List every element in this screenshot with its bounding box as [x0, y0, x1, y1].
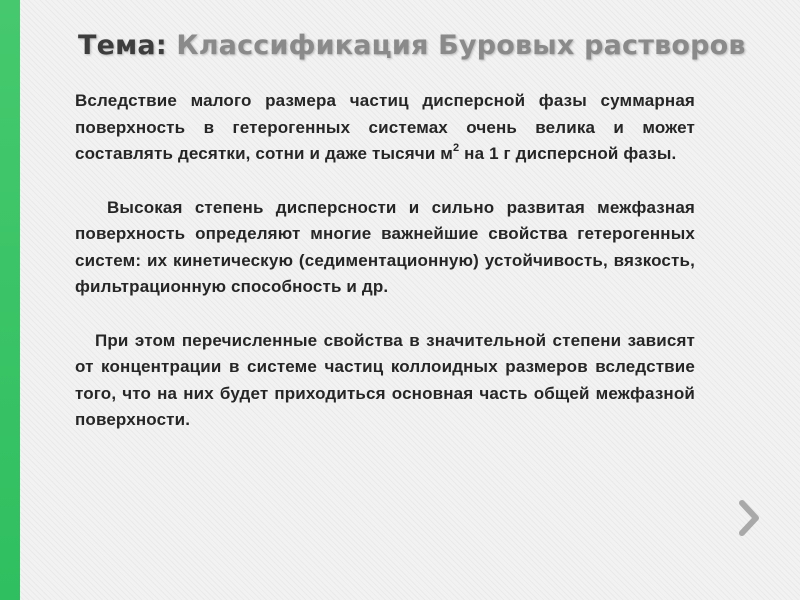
slide-body	[75, 88, 695, 434]
chevron-right-icon	[739, 500, 761, 536]
slide-title	[78, 30, 778, 61]
title-prefix: Тема:	[78, 30, 167, 61]
paragraph-1-text: Вследствие малого размера частиц дисперсной фазы суммарная поверхность в гетерогенных системах очень велика и может составлять десятки, сотни и даже тысячи м	[75, 91, 695, 163]
square-unit-superscript: 2	[453, 142, 460, 155]
next-slide-button[interactable]	[734, 498, 766, 538]
paragraph-1-text-end: на 1 г дисперсной фазы.	[459, 144, 677, 163]
accent-bar	[0, 0, 20, 600]
paragraph-surface-area	[75, 88, 695, 168]
title-main: Классификация Буровых растворов	[166, 30, 746, 61]
paragraph-concentration: При этом перечисленные свойства в значительной степени зависят от концентрации в системе частиц коллоидных размеров вследствие того, что на них будет приходиться основная часть общей межфазной поверхности.	[75, 330, 695, 429]
paragraph-dispersity: Высокая степень дисперсности и сильно развитая межфазная поверхность определяют многие важнейшие свойства гетерогенных систем: их кинетическую (седиментационную) устойчивость, вязкость, фильтрационную способность и др.	[75, 197, 695, 296]
